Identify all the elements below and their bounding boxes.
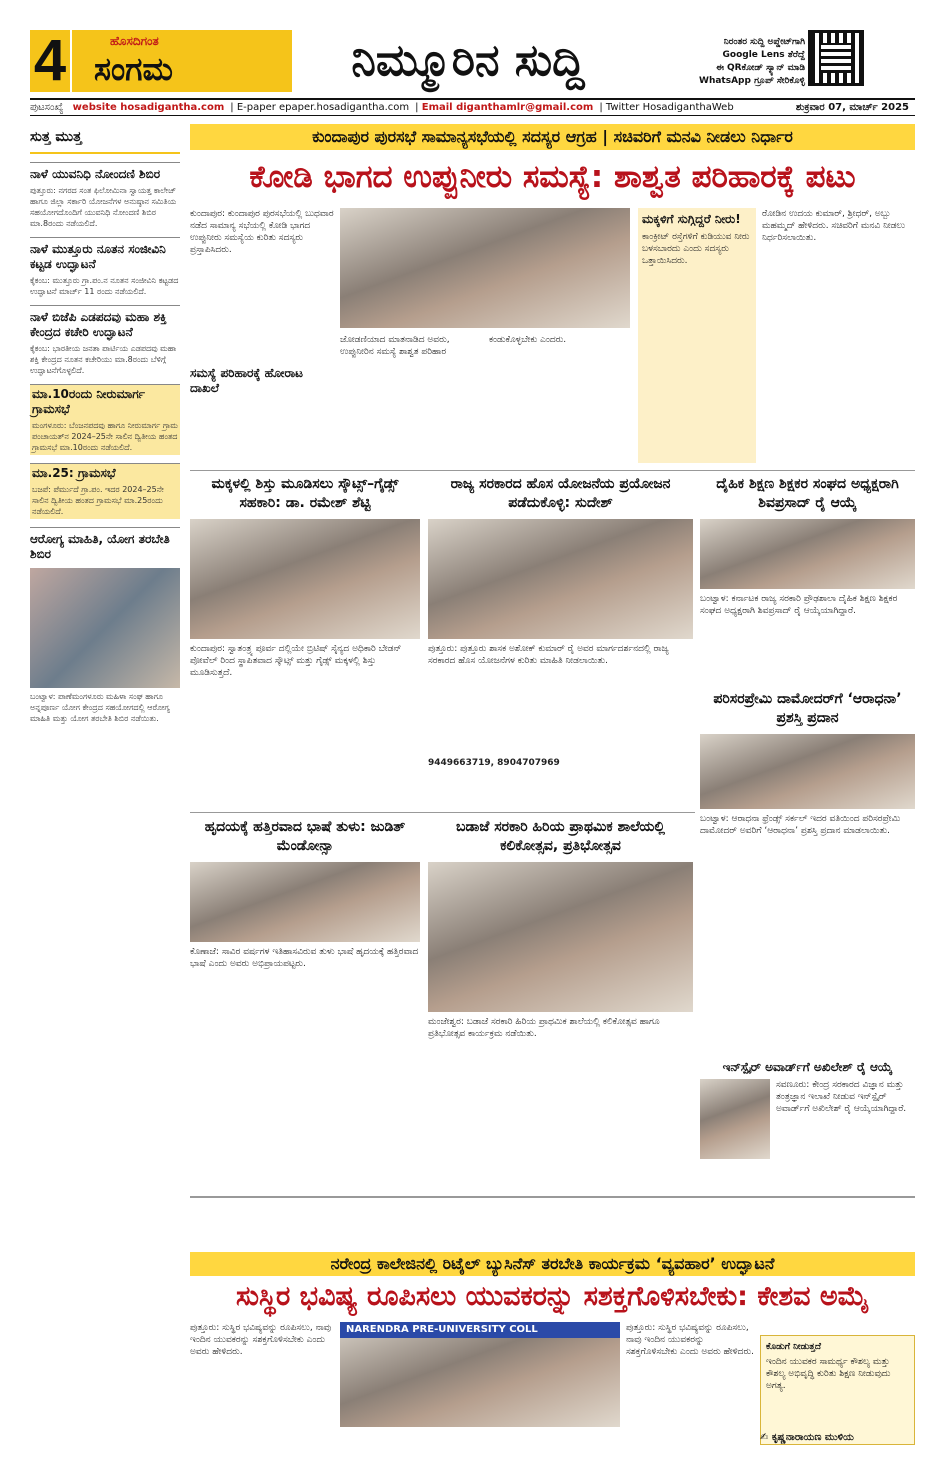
story-title: ದೈಹಿಕ ಶಿಕ್ಷಣ ಶಿಕ್ಷಕರ ಸಂಘದ ಅಧ್ಯಕ್ಷರಾಗಿ ಶಿವಪ್ರಸಾದ್ ರೈ ಆಯ್ಕೆ [716,476,899,511]
qr-info-line: WhatsApp ಗ್ರೂಪ್ ಸೇರಿಕೊಳ್ಳಿ [699,76,805,86]
side-item-body: ಬಂಟ್ವಾಳ: ಪಾಣೆಮಂಗಳೂರು ಮಹಿಳಾ ಸಂಘ ಹಾಗೂ ಅನ್ನಪೂರ್ಣ ಯೋಗ ಕೇಂದ್ರದ ಸಹಯೋಗದಲ್ಲಿ ಆರೋಗ್ಯ ಮಾಹಿತಿ ಮತ್ತು ಯೋಗ ತರಬೇತಿ ಶಿಬಿರ ನಡೆಯಿತು. [30,692,170,723]
qr-info-line: Google Lens ತೆರೆದ್ದೆ [722,50,805,60]
bottom-photo [340,1322,620,1427]
side-item-body: ಕೈಕಂಬ: ಮುತ್ತೂರು ಗ್ರಾ.ಪಂ.ನ ನೂತನ ಸಂಜೀವಿನಿ ಕಟ್ಟಡದ ಉದ್ಘಾಟನೆ ಮಾರ್ಚ್ 11 ರಂದು ನಡೆಯಲಿದೆ. [30,276,179,296]
epaper-link[interactable]: E-paper epaper.hosadigantha.com [236,102,410,113]
side-item-title: ಮಾ.25: ಗ್ರಾಮಸಭೆ [32,466,116,480]
qr-code-icon[interactable] [808,30,864,86]
story-contact: 9449663719, 8904707969 [428,758,560,768]
divider [190,1196,915,1198]
side-item [30,384,180,455]
side-photo [30,568,180,688]
side-item-title: ನಾಳೆ ಬಿಜೆಪಿ ಎಡಪದವು ಮಹಾ ಶಕ್ತಿ ಕೇಂದ್ರದ ಕಚೇರಿ ಉದ್ಘಾಟನೆ [30,310,167,339]
lead-sidebox [638,208,756,463]
date: ಶುಕ್ರವಾರ 07, ಮಾರ್ಚ್ 2025 [795,102,909,113]
qr-info-line: ಈ QRಕೋಡ್ ಸ್ಕ್ಯಾನ್ ಮಾಡಿ [716,63,805,73]
bottom-column: ಪುತ್ತೂರು: ಸುಸ್ಥಿರ ಭವಿಷ್ಯವನ್ನು ರೂಪಿಸಲು, ನಾವು ಇಂದಿನ ಯುವಕರನ್ನು ಸಶಕ್ತಗೊಳಿಸಬೇಕು ಎಂದು ಅವರು ಹೇಳಿದರು. [626,1323,754,1357]
side-item-title: ನಾಳೆ ಮುತ್ತೂರು ನೂತನ ಸಂಜೀವಿನಿ ಕಟ್ಟಡ ಉದ್ಘಾಟನೆ [30,242,166,271]
sidebar [30,122,180,1277]
story-photo [190,519,420,639]
story-title: ಬಡಾಜೆ ಸರಕಾರಿ ಹಿರಿಯ ಪ್ರಾಥಮಿಕ ಶಾಲೆಯಲ್ಲಿ ಕಲಿಕೋತ್ಸವ, ಪ್ರತಿಭೋತ್ಸವ [456,819,665,854]
sidebox-body: ಕಾಂಕ್ರೀಟ್ ರಸ್ತೆಗಳಿಗೆ ಕುಡಿಯುವ ನೀರು ಬಳಸಬಾರದು ಎಂದು ಸದಸ್ಯರು ಒತ್ತಾಯಿಸಿದರು. [642,232,750,266]
bottom-kicker: ನರೇಂದ್ರ ಕಾಲೇಜಿನಲ್ಲಿ ರಿಟೈಲ್ ಬ್ಯುಸಿನೆಸ್ ತರಬೇತಿ ಕಾರ್ಯಕ್ರಮ ‘ವ್ಯವಹಾರ’ ಉದ್ಘಾಟನೆ [190,1252,915,1276]
side-item [30,237,180,297]
story-title: ರಾಜ್ಯ ಸರಕಾರದ ಹೊಸ ಯೋಜನೆಯ ಪ್ರಯೋಜನ ಪಡೆದುಕೊಳ್ಳಿ: ಸುದೇಶ್ [450,476,671,511]
college-banner: NARENDRA PRE-UNIVERSITY COLL [340,1322,620,1338]
lead-column: ಜೋಡಣಿಯಾದ ಮಾತನಾಡಿದ ಅವರು, ಉಪ್ಪುನೀರಿನ ಸಮಸ್ಯೆ ಶಾಶ್ವತ ಪರಿಹಾರ ಕಂಡುಕೊಳ್ಳಬೇಕು ಎಂದರು. [340,335,567,357]
bottom-sidebox [760,1335,915,1445]
story-body: ಬಂಟ್ವಾಳ: ಕರ್ನಾಟಕ ರಾಜ್ಯ ಸರಕಾರಿ ಪ್ರೌಢಶಾಲಾ ದೈಹಿಕ ಶಿಕ್ಷಣ ಶಿಕ್ಷಕರ ಸಂಘದ ಅಧ್ಯಕ್ಷರಾಗಿ ಶಿವಪ್ರಸಾದ್ ರೈ ಆಯ್ಕೆಯಾಗಿದ್ದಾರೆ. [700,594,898,616]
side-item [30,162,180,229]
story-photo [190,862,420,942]
story-photo [428,862,693,1012]
side-item [30,527,180,724]
side-item-title: ಮಾ.10ರಂದು ನೀರುಮಾರ್ಗ ಗ್ರಾಮಸಭೆ [32,387,145,416]
lead-column: ರೋಡಿನ ಉದಯ ಕುಮಾರ್, ಶ್ರೀಧರ್, ಅಬ್ಬು ಮಹಮ್ಮದ್ ಹೇಳಿದರು. ಸಚಿವರಿಗೆ ಮನವಿ ನೀಡಲು ನಿರ್ಧರಿಸಲಾಯಿತು. [762,209,906,243]
sidebox-body: ಇಂದಿನ ಯುವಕರ ಸಾಮರ್ಥ್ಯ ಕೌಶಲ್ಯ ಮತ್ತು ಕೌಶಲ್ಯ ಅಭಿವೃದ್ಧಿ ಕುರಿತು ಶಿಕ್ಷಣ ನೀಡುವುದು ಅಗತ್ಯ. [766,1357,891,1391]
divider [190,470,915,471]
lead-subhead: ಸಮಸ್ಯೆ ಪರಿಹಾರಕ್ಕೆ ಹೋರಾಟ ದಾಖಲೆ [190,366,303,395]
lead-kicker: ಕುಂದಾಪುರ ಪುರಸಭೆ ಸಾಮಾನ್ಯಸಭೆಯಲ್ಲಿ ಸದಸ್ಯರ ಆಗ್ರಹ | ಸಚಿವರಿಗೆ ಮನವಿ ನೀಡಲು ನಿರ್ಧಾರ [190,124,915,150]
author-credit: ✍ ಕೃಷ್ಣನಾರಾಯಣ ಮುಳಿಯ [760,1432,854,1443]
lead-column [190,208,335,463]
story-photo [428,519,693,639]
section-title: ನಿಮ್ಮೂರಿನ ಸುದ್ದಿ [351,35,585,86]
qr-info-line: ನಿರಂತರ ಸುದ್ದಿ ಅಪ್ಡೇಟ್‌ಗಾಗಿ [723,37,805,47]
qr-info [630,36,805,88]
lead-text: ಕುಂದಾಪುರ: ಕುಂದಾಪುರ ಪುರಸಭೆಯಲ್ಲಿ ಬುಧವಾರ ನಡೆದ ಸಾಮಾನ್ಯ ಸಭೆಯಲ್ಲಿ ಕೋಡಿ ಭಾಗದ ಉಪ್ಪುನೀರು ಸಮಸ್ಯೆಯ ಕುರಿತು ಸದಸ್ಯರು ಪ್ರಸ್ತಾಪಿಸಿದರು. [190,209,334,255]
sidebox-title: ಕೊಡುಗೆ ನೀಡುತ್ತದೆ [766,1342,822,1352]
student-photo [700,1079,770,1159]
story-body: ಬಂಟ್ವಾಳ: ಆರಾಧನಾ ಫ್ರೆಂಡ್ಸ್ ಸರ್ಕಲ್ ಇದರ ವತಿಯಿಂದ ಪರಿಸರಪ್ರೇಮಿ ದಾಮೋದರ್ ಅವರಿಗೆ ‘ಆರಾಧನಾ’ ಪ್ರಶಸ್ತಿ ಪ್ರದಾನ ಮಾಡಲಾಯಿತು. [700,814,901,836]
story [700,1060,915,1190]
side-item-body: ಪುತ್ತೂರು: ನಗರದ ಸಂತ ಫಿಲೋಮಿನಾ ಸ್ವಾಯತ್ತ ಕಾಲೇಜ್ ಹಾಗೂ ಜಿಲ್ಲಾ ಸರ್ಕಾರಿ ಯೋಜನೆಗಳ ಅನುಷ್ಠಾನ ಸಮಿತಿಯ ಸಹಯೋಗದೊಂದಿಗೆ ಯುವನಿಧಿ ನೋಂದಣಿ ಶಿಬಿರ ಮಾ.8ರಂದು ನಡೆಯಲಿದೆ. [30,186,177,228]
story-title: ಮಕ್ಕಳಲ್ಲಿ ಶಿಸ್ತು ಮೂಡಿಸಲು ಸ್ಕೌಟ್ಸ್‌–ಗೈಡ್ಸ್ ಸಹಕಾರಿ: ಡಾ. ರಮೇಶ್ ಶೆಟ್ಟಿ [211,476,399,511]
lead-photo [340,208,630,328]
story-title: ಇನ್‌ಸ್ಪೈರ್ ಅವಾರ್ಡ್‌ಗೆ ಅಖಿಲೇಶ್ ರೈ ಆಯ್ಕೆ [722,1060,893,1074]
side-item [30,463,180,519]
side-item-body: ಬಜಪೆ: ಪೆರ್ಮುದೆ ಗ್ರಾ.ಪಂ. ಇದರ 2024–25ನೇ ಸಾಲಿನ ದ್ವಿತೀಯ ಹಂತದ ಗ್ರಾಮಸಭೆ ಮಾ.25ರಂದು ನಡೆಯಲಿದೆ. [32,485,164,516]
story [428,475,693,805]
side-item-body: ಮಂಗಳೂರು: ಬೆಂಜನಪದವು ಹಾಗೂ ನೀರುಮಾರ್ಗ ಗ್ರಾಮ ಪಂಚಾಯತ್‌ನ 2024–25ನೇ ಸಾಲಿನ ದ್ವಿತೀಯ ಹಂತದ ಗ್ರಾಮಸಭೆ ಮಾ.10ರಂದು ನಡೆಯಲಿದೆ. [32,421,178,452]
side-item-title: ನಾಳೆ ಯುವನಿಧಿ ನೋಂದಣಿ ಶಿಬಿರ [30,167,161,181]
story-photo [700,734,915,809]
story-body: ಕೊಣಾಜೆ: ಸಾವಿರ ವರ್ಷಗಳ ಇತಿಹಾಸವಿರುವ ತುಳು ಭಾಷೆ ಹೃದಯಕ್ಕೆ ಹತ್ತಿರವಾದ ಭಾಷೆ ಎಂದು ಅವರು ಅಭಿಪ್ರಾಯಪಟ್ಟರು. [190,947,419,969]
story [428,818,693,1188]
story-body: ಪುತ್ತೂರು: ಪುತ್ತೂರು ಶಾಸಕ ಅಶೋಕ್ ಕುಮಾರ್ ರೈ ಅವರ ಮಾರ್ಗದರ್ಶನದಲ್ಲಿ ರಾಜ್ಯ ಸರಕಾರದ ಹೊಸ ಯೋಜನೆಗಳ ಕುರಿತು ಮಾಹಿತಿ ನೀಡಲಾಯಿತು. [428,644,669,666]
website-link[interactable]: website hosadigantha.com [72,102,225,113]
twitter-link[interactable]: Twitter HosadiganthaWeb [605,102,734,113]
story-body: ಮಂಜೇಶ್ವರ: ಬಡಾಜೆ ಸರಕಾರಿ ಹಿರಿಯ ಪ್ರಾಥಮಿಕ ಶಾಲೆಯಲ್ಲಿ ಕಲಿಕೋತ್ಸವ ಹಾಗೂ ಪ್ರತಿಭೋತ್ಸವ ಕಾರ್ಯಕ್ರಮ ನಡೆಯಿತು. [428,1017,660,1039]
story [700,475,915,685]
bottom-headline: ಸುಸ್ಥಿರ ಭವಿಷ್ಯ ರೂಪಿಸಲು ಯುವಕರನ್ನು ಸಶಕ್ತಗೊಳಿಸಬೇಕು: ಕೇಶವ ಅಮೈ [236,1281,869,1312]
brand-small: ಹೊಸದಿಗಂತ [110,34,159,48]
side-item [30,305,180,376]
side-item-body: ಕೈಕಂಬ: ಭಾರತೀಯ ಜನತಾ ಪಾರ್ಟಿಯ ಎಡಪದವು ಮಹಾ ಶಕ್ತಿ ಕೇಂದ್ರದ ನೂತನ ಕಚೇರಿಯು ಮಾ.8ರಂದು ಬೆಳಿಗ್ಗೆ ಉದ್ಘಾಟನೆಗೊಳ್ಳಲಿದೆ. [30,344,177,375]
lead-headline: ಕೋಡಿ ಭಾಗದ ಉಪ್ಪುನೀರು ಸಮಸ್ಯೆ: ಶಾಶ್ವತ ಪರಿಹಾರಕ್ಕೆ ಪಟು [249,159,856,195]
info-bar: ಪುಟಸಂಖ್ಯೆ website hosadigantha.com | E-paper epaper.hosadigantha.com | Email diganthamlr@gmail.com | Twitter HosadiganthaWeb ಶುಕ್ರವಾರ 07, ಮಾರ್ಚ್ 2025 [30,98,915,116]
story-title: ಹೃದಯಕ್ಕೆ ಹತ್ತಿರವಾದ ಭಾಷೆ ತುಳು: ಜುಡಿತ್ ಮೆಂಡೋನ್ಸಾ [204,819,406,854]
story [190,475,420,805]
email-link[interactable]: Email diganthamlr@gmail.com [421,102,594,113]
sidebox-title: ಮಕ್ಕಳಿಗೆ ಸುಗ್ಗಿದ್ದರೆ ನೀರು! [642,212,741,226]
story-title: ಪರಿಸರಪ್ರೇಮಿ ದಾಮೋದರ್‌ಗೆ ‘ಆರಾಧನಾ’ ಪ್ರಶಸ್ತಿ ಪ್ರದಾನ [713,691,902,726]
story [700,690,915,870]
bottom-column: ಪುತ್ತೂರು: ಸುಸ್ಥಿರ ಭವಿಷ್ಯವನ್ನು ರೂಪಿಸಲು, ನಾವು ಇಂದಿನ ಯುವಕರನ್ನು ಸಶಕ್ತಗೊಳಿಸಬೇಕು ಎಂದು ಅವರು ಹೇಳಿದರು. [190,1323,332,1357]
story-body: ಸವಣೂರು: ಕೇಂದ್ರ ಸರಕಾರದ ವಿಜ್ಞಾನ ಮತ್ತು ತಂತ್ರಜ್ಞಾನ ಇಲಾಖೆ ನೀಡುವ ಇನ್‌ಸ್ಪೈರ್ ಅವಾರ್ಡ್‌ಗೆ ಅಖಿಲೇಶ್ ರೈ ಆಯ್ಕೆಯಾಗಿದ್ದಾರೆ. [776,1080,907,1114]
page-number: 4 [30,30,70,92]
story [190,818,420,1188]
page-label: ಪುಟಸಂಖ್ಯೆ [30,102,64,113]
story-photo [700,519,915,589]
side-item-title: ಆರೋಗ್ಯ ಮಾಹಿತಿ, ಯೋಗ ತರಬೇತಿ ಶಿಬಿರ [30,532,170,561]
story-body: ಕುಂದಾಪುರ: ಸ್ವಾತಂತ್ರ್ಯ ಪೂರ್ವ ದಲ್ಲಿಯೇ ಬ್ರಿಟಿಷ್ ಸೈನ್ಯದ ಅಧಿಕಾರಿ ಬೇಡನ್ ಪೋವೆಲ್ ರಿಂದ ಸ್ಥಾಪಿತವಾದ ಸ್ಕೌಟ್ಸ್ ಮತ್ತು ಗೈಡ್ಸ್ ಮಕ್ಕಳಲ್ಲಿ ಶಿಸ್ತು ಮೂಡಿಸುತ್ತದೆ. [190,644,402,678]
brand-name: ಸಂಗಮ [94,50,173,88]
sidebar-logo: ಸುತ್ತ ಮುತ್ತ [30,122,180,154]
divider [190,812,695,813]
